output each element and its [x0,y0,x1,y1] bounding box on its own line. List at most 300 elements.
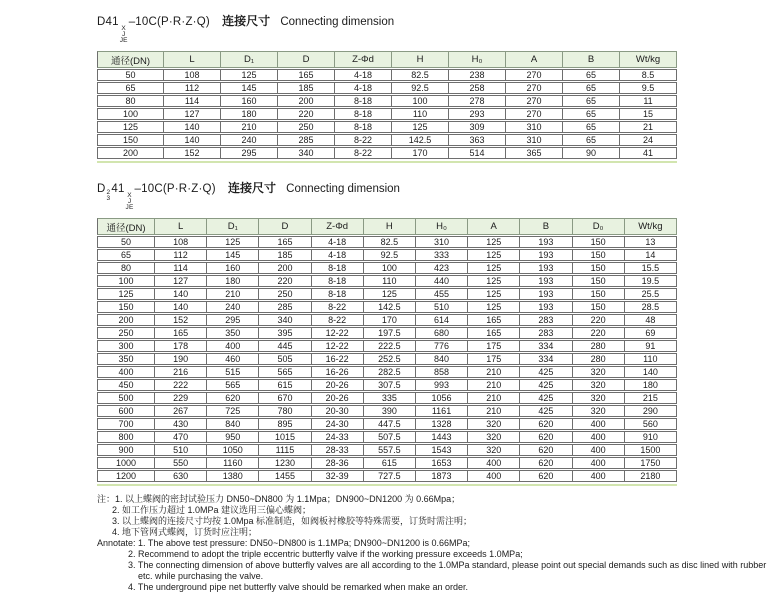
table-cell: 175 [468,353,520,365]
table-cell: 900 [97,444,155,456]
table-cell: 840 [416,353,468,365]
table-cell: 180 [207,275,259,287]
table-cell: 4-18 [312,249,364,261]
table-cell: 776 [416,340,468,352]
table-cell: 32-39 [312,470,364,482]
table-cell: 285 [278,134,335,146]
model-prefix: D [97,183,106,195]
table-cell: 140 [164,121,221,133]
table-cell: 310 [416,236,468,248]
table-cell: 993 [416,379,468,391]
table-cell: 565 [259,366,311,378]
table-cell: 1455 [259,470,311,482]
table-cell: 80 [97,262,155,274]
table-cell: 152 [155,314,207,326]
table-cell: 400 [573,431,625,443]
table-row [97,405,677,417]
table2-green-rule [97,484,677,486]
table-cell: 270 [506,69,563,81]
table-cell: 210 [207,288,259,300]
table-cell: 320 [468,444,520,456]
note-en-1: Annotate: 1. The above test pressure: DN50~DN800 is 1.1MPa; DN900~DN1200 is 0.66MPa; [97,538,471,548]
table-cell: 515 [207,366,259,378]
table-cell: 108 [155,236,207,248]
table-cell: 197.5 [364,327,416,339]
table-row [97,301,677,313]
table-cell: 80 [97,95,164,107]
table-cell: 320 [573,366,625,378]
table-cell: 400 [468,470,520,482]
table-cell: 100 [392,95,449,107]
table-cell: 140 [164,134,221,146]
table-cell: 430 [155,418,207,430]
table-cell: 700 [97,418,155,430]
table-cell: 20-26 [312,392,364,404]
table-cell: 90 [563,147,620,159]
column-header: Z-Φd [335,51,392,68]
table-cell: 200 [259,262,311,274]
table-cell: 670 [259,392,311,404]
model-prefix: D41 [97,16,119,28]
table-cell: 100 [97,275,155,287]
table-cell: 8-22 [312,314,364,326]
table-cell: 92.5 [392,82,449,94]
table-cell: 170 [392,147,449,159]
table-cell: 110 [392,108,449,120]
table-cell: 125 [468,275,520,287]
table-cell: 460 [207,353,259,365]
table-row [97,275,677,287]
table-cell: 320 [573,392,625,404]
table-cell: 1056 [416,392,468,404]
model-frac-stack [107,190,111,202]
table-cell: 1873 [416,470,468,482]
table-row [97,82,677,94]
frac-bottom: 3 [106,195,111,202]
table-cell: 13 [625,236,677,248]
table-cell: 145 [221,82,278,94]
table-cell: 8-18 [335,108,392,120]
variant-x: X [127,192,132,199]
note-en-4: 4. The underground pipe net butterfly valve should be remarked when make an order. [128,582,469,592]
table-cell: 165 [155,327,207,339]
table-cell: 210 [468,366,520,378]
column-header: Z-Φd [312,218,364,235]
column-header: Wt/kg [620,51,677,68]
table-cell: 280 [573,340,625,352]
table-cell: 222 [155,379,207,391]
table-cell: 320 [468,431,520,443]
model-code [97,16,210,44]
column-header: H [392,51,449,68]
table-cell: 65 [97,249,155,261]
table-cell: 4-18 [335,82,392,94]
table-cell: 65 [563,121,620,133]
table-cell: 445 [259,340,311,352]
table-cell: 840 [207,418,259,430]
note-cn-4: 4. 地下管网式蝶阀，订货时应注明； [112,527,258,537]
table-row [97,262,677,274]
table-cell: 145 [207,249,259,261]
model-suffix: –10C(P·R·Z·Q) [128,16,210,28]
table-row [97,327,677,339]
table-cell: 295 [221,147,278,159]
table-cell: 320 [573,405,625,417]
table-cell: 440 [416,275,468,287]
table-cell: 210 [221,121,278,133]
table-row [97,457,677,469]
table-cell: 727.5 [364,470,416,482]
column-header: H₀ [449,51,506,68]
table-row [97,134,677,146]
table-cell: 193 [520,262,572,274]
table-cell: 395 [259,327,311,339]
table-cell: 12-22 [312,340,364,352]
table-cell: 150 [573,236,625,248]
table-cell: 1200 [97,470,155,482]
table-cell: 50 [97,236,155,248]
table-cell: 165 [468,314,520,326]
table-cell: 110 [364,275,416,287]
table-row [97,418,677,430]
column-header: D₀ [573,218,625,235]
table-cell: 400 [573,457,625,469]
column-header: L [155,218,207,235]
table-row [97,353,677,365]
table-cell: 240 [207,301,259,313]
table-cell: 1500 [625,444,677,456]
table-cell: 92.5 [364,249,416,261]
table-cell: 193 [520,288,572,300]
table-cell: 8-22 [335,147,392,159]
variant-j: J [127,198,132,205]
table-cell: 9.5 [620,82,677,94]
table-cell: 270 [506,82,563,94]
table-cell: 557.5 [364,444,416,456]
table-cell: 400 [573,470,625,482]
table-cell: 24 [620,134,677,146]
table-cell: 895 [259,418,311,430]
table-cell: 309 [449,121,506,133]
table-cell: 140 [625,366,677,378]
table-cell: 220 [278,108,335,120]
table-cell: 335 [364,392,416,404]
table-cell: 150 [97,134,164,146]
table-row [97,431,677,443]
table-cell: 340 [259,314,311,326]
table-cell: 8-18 [312,275,364,287]
table-cell: 41 [620,147,677,159]
table-cell: 125 [468,288,520,300]
table-cell: 200 [97,147,164,159]
table-cell: 270 [506,95,563,107]
table-cell: 680 [416,327,468,339]
table-cell: 65 [563,134,620,146]
table-cell: 425 [520,392,572,404]
table-row [97,314,677,326]
table-cell: 112 [155,249,207,261]
column-header: B [563,51,620,68]
table-cell: 365 [506,147,563,159]
table-cell: 193 [520,301,572,313]
table-cell: 125 [364,288,416,300]
table-cell: 400 [573,418,625,430]
table-cell: 630 [155,470,207,482]
table-row [97,147,677,159]
table-cell: 14 [625,249,677,261]
table-cell: 1230 [259,457,311,469]
table-cell: 180 [625,379,677,391]
table-cell: 1015 [259,431,311,443]
table-row [97,95,677,107]
table-cell: 425 [520,366,572,378]
table-cell: 307.5 [364,379,416,391]
table-cell: 350 [97,353,155,365]
model-code [97,183,216,211]
table-cell: 505 [259,353,311,365]
table2-title [97,179,778,211]
table-cell: 50 [97,69,164,81]
model-mid: 41 [111,183,125,195]
table-cell: 780 [259,405,311,417]
table-cell: 258 [449,82,506,94]
table-cell: 125 [97,288,155,300]
model-variant-stack [120,26,128,44]
table-cell: 950 [207,431,259,443]
table-cell: 28-33 [312,444,364,456]
table-cell: 4-18 [312,236,364,248]
table-cell: 8-22 [312,301,364,313]
table-cell: 250 [97,327,155,339]
header-row [97,51,677,68]
table-cell: 165 [278,69,335,81]
table-cell: 283 [520,314,572,326]
note-en-2: 2. Recommend to adopt the triple eccentric butterfly valve if the working pressure exceeds 1.0MPa; [128,549,523,559]
table2 [97,217,677,483]
table-cell: 340 [278,147,335,159]
table-row [97,366,677,378]
table-cell: 470 [155,431,207,443]
table-cell: 193 [520,249,572,261]
table-cell: 112 [164,82,221,94]
table-cell: 614 [416,314,468,326]
table-cell: 193 [520,236,572,248]
table-cell: 390 [364,405,416,417]
title-cn: 连接尺寸 [222,14,271,28]
column-header: D [278,51,335,68]
table-cell: 450 [97,379,155,391]
table-cell: 91 [625,340,677,352]
table-cell: 620 [207,392,259,404]
table-cell: 165 [259,236,311,248]
table-cell: 425 [520,405,572,417]
table-row [97,379,677,391]
table-cell: 180 [221,108,278,120]
table-cell: 600 [97,405,155,417]
table-cell: 283 [520,327,572,339]
table-cell: 500 [97,392,155,404]
table-cell: 65 [97,82,164,94]
table-cell: 240 [221,134,278,146]
table-cell: 310 [506,121,563,133]
table-cell: 152 [164,147,221,159]
table-row [97,288,677,300]
table-cell: 400 [573,444,625,456]
table-cell: 510 [155,444,207,456]
table-cell: 8.5 [620,69,677,81]
table-cell: 1380 [207,470,259,482]
table-cell: 333 [416,249,468,261]
table-cell: 125 [221,69,278,81]
table-cell: 150 [573,301,625,313]
variant-je: JE [119,37,128,44]
table-cell: 220 [259,275,311,287]
table-cell: 125 [468,301,520,313]
table-cell: 178 [155,340,207,352]
table-cell: 210 [468,392,520,404]
table-cell: 28.5 [625,301,677,313]
table-cell: 150 [573,262,625,274]
column-header: 通径(DN) [97,218,155,235]
table-cell: 560 [625,418,677,430]
variant-je: JE [125,204,134,211]
table-cell: 800 [97,431,155,443]
table-cell: 142.5 [364,301,416,313]
table-cell: 1543 [416,444,468,456]
column-header: D₁ [207,218,259,235]
frac-top: 2 [106,189,111,196]
table-row [97,444,677,456]
variant-x: X [121,25,126,32]
table-cell: 65 [563,108,620,120]
table-cell: 215 [625,392,677,404]
table-cell: 25.5 [625,288,677,300]
table-cell: 110 [625,353,677,365]
column-header: L [164,51,221,68]
table-cell: 220 [573,327,625,339]
table-cell: 278 [449,95,506,107]
table-cell: 1115 [259,444,311,456]
table-row [97,392,677,404]
table-cell: 15 [620,108,677,120]
table-cell: 65 [563,69,620,81]
table-cell: 114 [164,95,221,107]
table-cell: 320 [573,379,625,391]
table-cell: 190 [155,353,207,365]
table-cell: 100 [364,262,416,274]
table-cell: 620 [520,444,572,456]
column-header: B [520,218,572,235]
table-cell: 142.5 [392,134,449,146]
notes [97,494,778,593]
table-cell: 1443 [416,431,468,443]
title-en: Connecting dimension [280,16,395,28]
table-row [97,340,677,352]
table-cell: 69 [625,327,677,339]
table-cell: 1160 [207,457,259,469]
table-cell: 82.5 [392,69,449,81]
table-cell: 150 [573,288,625,300]
table-cell: 200 [278,95,335,107]
column-header: A [468,218,520,235]
table-cell: 210 [468,379,520,391]
table-row [97,121,677,133]
column-header: 通径(DN) [97,51,164,68]
table-cell: 550 [155,457,207,469]
header-row [97,218,677,235]
table-cell: 20-30 [312,405,364,417]
table-cell: 310 [506,134,563,146]
table-cell: 125 [468,262,520,274]
note-en-3-cont: etc. while purchasing the valve. [138,571,264,581]
table-cell: 114 [155,262,207,274]
table-row [97,236,677,248]
table-cell: 250 [278,121,335,133]
table1 [97,50,677,160]
table-cell: 127 [164,108,221,120]
table-cell: 185 [278,82,335,94]
table-cell: 267 [155,405,207,417]
table-cell: 250 [259,288,311,300]
table-cell: 222.5 [364,340,416,352]
table-cell: 20-26 [312,379,364,391]
table-cell: 615 [259,379,311,391]
table-cell: 82.5 [364,236,416,248]
table-cell: 125 [392,121,449,133]
table-cell: 270 [506,108,563,120]
table-cell: 15.5 [625,262,677,274]
table-cell: 293 [449,108,506,120]
column-header: D [259,218,311,235]
table-cell: 170 [364,314,416,326]
model-suffix: –10C(P·R·Z·Q) [134,183,216,195]
table-cell: 11 [620,95,677,107]
note-cn-2: 2. 如工作压力超过 1.0MPa 建议选用三偏心蝶阀； [112,505,312,515]
table-cell: 615 [364,457,416,469]
model-variant-stack [126,193,134,211]
table-cell: 100 [97,108,164,120]
table-cell: 160 [207,262,259,274]
table-row [97,470,677,482]
column-header: D₁ [221,51,278,68]
table-cell: 620 [520,470,572,482]
table-cell: 200 [97,314,155,326]
table-cell: 320 [468,418,520,430]
note-cn-3: 3. 以上蝶阀的连接尺寸均按 1.0Mpa 标准制造，如阀板衬橡胶等特殊需要，订货时需注明； [112,516,473,526]
table-cell: 290 [625,405,677,417]
table-cell: 24-33 [312,431,364,443]
table-cell: 252.5 [364,353,416,365]
table-cell: 140 [155,288,207,300]
table-cell: 150 [97,301,155,313]
table-cell: 8-18 [312,288,364,300]
table-cell: 16-22 [312,353,364,365]
table-cell: 334 [520,340,572,352]
table-cell: 350 [207,327,259,339]
table-cell: 185 [259,249,311,261]
column-header: H₀ [416,218,468,235]
title-en: Connecting dimension [286,183,400,195]
table-cell: 19.5 [625,275,677,287]
table-cell: 125 [468,236,520,248]
table-cell: 127 [155,275,207,287]
table-cell: 175 [468,340,520,352]
table-cell: 334 [520,353,572,365]
table-cell: 300 [97,340,155,352]
table-cell: 125 [97,121,164,133]
table-cell: 620 [520,431,572,443]
table-cell: 1050 [207,444,259,456]
